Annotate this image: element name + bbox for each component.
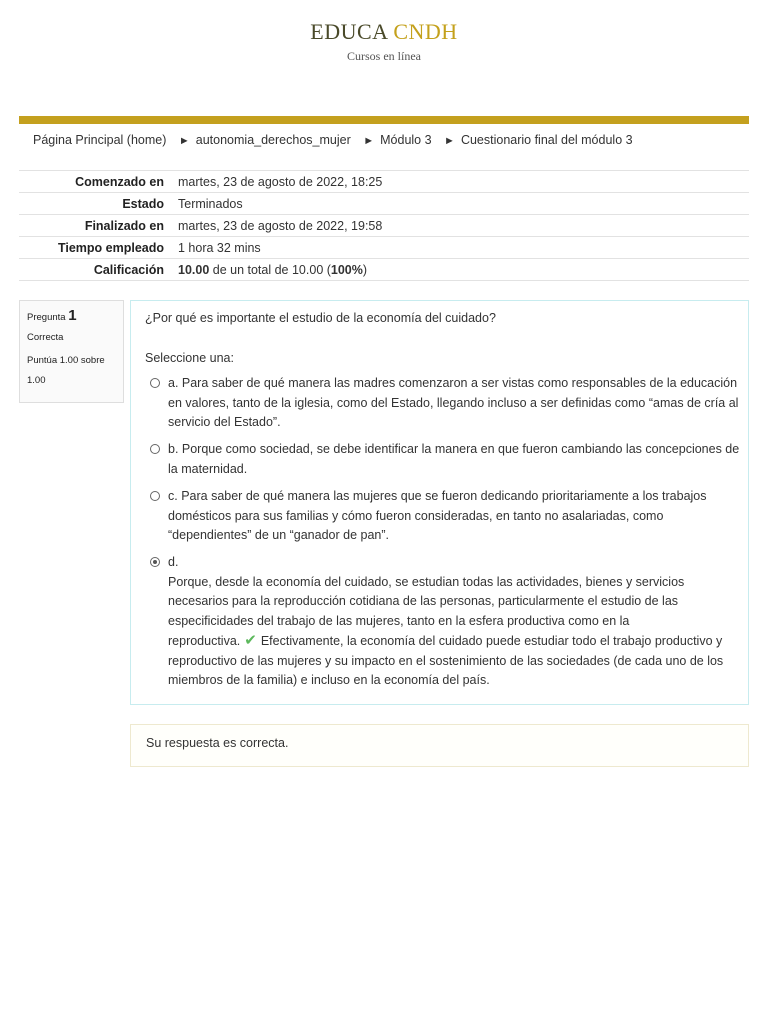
- logo-word-educa: EDUCA: [310, 19, 388, 44]
- summary-value: martes, 23 de agosto de 2022, 18:25: [176, 171, 749, 193]
- summary-label: Tiempo empleado: [19, 237, 176, 259]
- grade-score: 10.00: [178, 262, 210, 277]
- breadcrumb-course[interactable]: autonomia_derechos_mujer: [195, 133, 351, 147]
- radio-button[interactable]: [150, 444, 160, 454]
- grade-end: ): [362, 262, 368, 277]
- option-d-text: Porque, desde la economía del cuidado, se estudian todas las actividades, bienes y servicios necesarios para la reproducción cotidiana de las personas, particularmente el estudio de las especificidades del trabajo de las mujeres, tanto en la esfera productiva como en la reproductiva.: [168, 574, 685, 648]
- grade-middle: de un total de 10.00 (: [209, 262, 331, 277]
- site-header: [0, 18, 768, 64]
- radio-button[interactable]: [150, 491, 160, 501]
- breadcrumb: [33, 133, 633, 147]
- option-letter: d.: [168, 555, 179, 569]
- breadcrumb-arrow-icon: ►: [444, 135, 455, 147]
- option-text: b. Porque como sociedad, se debe identificar la manera en que fueron cambiando las concepciones de la maternidad.: [168, 442, 740, 476]
- summary-row-finished: [19, 215, 749, 237]
- question-content-box: [130, 300, 749, 705]
- answer-option-d[interactable]: [150, 553, 740, 691]
- attempt-summary-table: [19, 170, 749, 281]
- site-logo[interactable]: [0, 18, 768, 46]
- summary-row-time-taken: [19, 237, 749, 259]
- option-text: [168, 573, 740, 691]
- summary-label: Calificación: [19, 259, 176, 281]
- summary-value: 1 hora 32 mins: [176, 237, 749, 259]
- breadcrumb-arrow-icon: ►: [178, 135, 190, 147]
- breadcrumb-module[interactable]: Módulo 3: [380, 133, 432, 147]
- question-state: Correcta: [27, 332, 64, 343]
- logo-word-cndh: CNDH: [393, 19, 458, 44]
- answer-option-c[interactable]: [150, 487, 740, 546]
- answer-prompt: Seleccione una:: [145, 351, 234, 365]
- site-subtitle: Cursos en línea: [347, 49, 421, 63]
- summary-row-grade: [19, 259, 749, 281]
- answer-option-a[interactable]: [150, 374, 740, 433]
- answer-option-b[interactable]: [150, 440, 740, 479]
- radio-button-selected[interactable]: [150, 557, 160, 567]
- grade-percent: 100%: [330, 262, 363, 277]
- option-text: a. Para saber de qué manera las madres comenzaron a ser vistas como responsables de la educación en valores, tanto de la iglesia, como del Estado, llegando incluso a ser definidas como “amas de cría al servicio del Estado”.: [168, 376, 739, 429]
- option-text: c. Para saber de qué manera las mujeres que se fueron dedicando prioritariamente a los trabajos domésticos para sus familias y cómo fueron consideradas, en tanto no asalariadas, como “dependientes” de un “ganador de pan”.: [168, 489, 707, 542]
- question-number: 1: [68, 307, 77, 324]
- question-text: ¿Por qué es importante el estudio de la economía del cuidado?: [145, 311, 496, 325]
- summary-value: Terminados: [176, 193, 749, 215]
- breadcrumb-home[interactable]: Página Principal (home): [33, 133, 167, 147]
- question-grade: Puntúa 1.00 sobre 1.00: [27, 355, 105, 386]
- checkmark-icon: ✔: [244, 632, 257, 649]
- summary-value: martes, 23 de agosto de 2022, 19:58: [176, 215, 749, 237]
- feedback-text: Su respuesta es correcta.: [146, 736, 289, 750]
- summary-label: Comenzado en: [19, 171, 176, 193]
- header-divider: [19, 116, 749, 124]
- summary-row-started: [19, 171, 749, 193]
- general-feedback-box: [130, 724, 749, 767]
- question-info-panel: [19, 300, 124, 403]
- summary-label: Finalizado en: [19, 215, 176, 237]
- breadcrumb-arrow-icon: ►: [363, 135, 375, 147]
- summary-row-state: [19, 193, 749, 215]
- option-specific-feedback: Efectivamente, la economía del cuidado puede estudiar todo el trabajo productivo y reproductivo de las mujeres y su impacto en el sostenimiento de las sociedades (de cada uno de los miembros de la familia) e incluso en la economía del país.: [168, 634, 724, 687]
- question-label: Pregunta: [27, 312, 66, 323]
- grade-value: [176, 259, 749, 281]
- breadcrumb-quiz[interactable]: Cuestionario final del módulo 3: [460, 133, 633, 147]
- question-number-line: [27, 307, 123, 327]
- summary-label: Estado: [19, 193, 176, 215]
- radio-button[interactable]: [150, 378, 160, 388]
